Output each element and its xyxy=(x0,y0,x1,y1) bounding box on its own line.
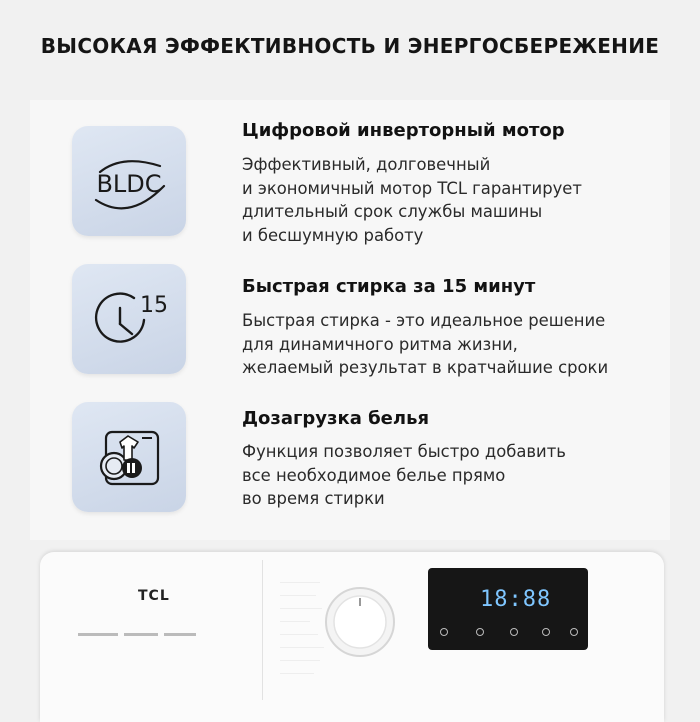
quick-wash-minutes: 15 xyxy=(140,293,168,318)
page-headline: ВЫСОКАЯ ЭФФЕКТИВНОСТЬ И ЭНЕРГОСБЕРЕЖЕНИЕ xyxy=(40,34,660,58)
feature-description: Функция позволяет быстро добавить все необходимое белье прямо во время стирки xyxy=(242,442,566,508)
add-laundry-icon xyxy=(72,402,186,512)
brand-logo: TCL xyxy=(138,588,170,604)
bldc-motor-icon xyxy=(72,126,186,236)
certification-marks xyxy=(78,624,258,634)
feature-description: Быстрая стирка - это идеальное решение для динамичного ритма жизни, желаемый результат в кратчайшие сроки xyxy=(242,311,609,377)
bldc-icon-text: BLDC xyxy=(96,170,162,198)
button-icon[interactable] xyxy=(440,628,448,636)
program-dial[interactable] xyxy=(320,582,400,662)
feature-title: Дозагрузка белья xyxy=(242,408,430,429)
control-buttons xyxy=(438,628,578,640)
power-icon[interactable] xyxy=(570,628,578,636)
panel-divider xyxy=(262,560,263,700)
button-icon[interactable] xyxy=(476,628,484,636)
button-icon[interactable] xyxy=(542,628,550,636)
feature-description: Эффективный, долговечный и экономичный мотор TCL гарантирует длительный срок службы машины и бесшумную работу xyxy=(242,155,582,245)
feature-title: Быстрая стирка за 15 минут xyxy=(242,276,536,297)
feature-title: Цифровой инверторный мотор xyxy=(242,120,565,141)
button-icon[interactable] xyxy=(510,628,518,636)
quick-wash-clock-icon xyxy=(72,264,186,374)
display-time: 18:88 xyxy=(480,587,552,612)
washing-machine-panel xyxy=(40,552,664,722)
